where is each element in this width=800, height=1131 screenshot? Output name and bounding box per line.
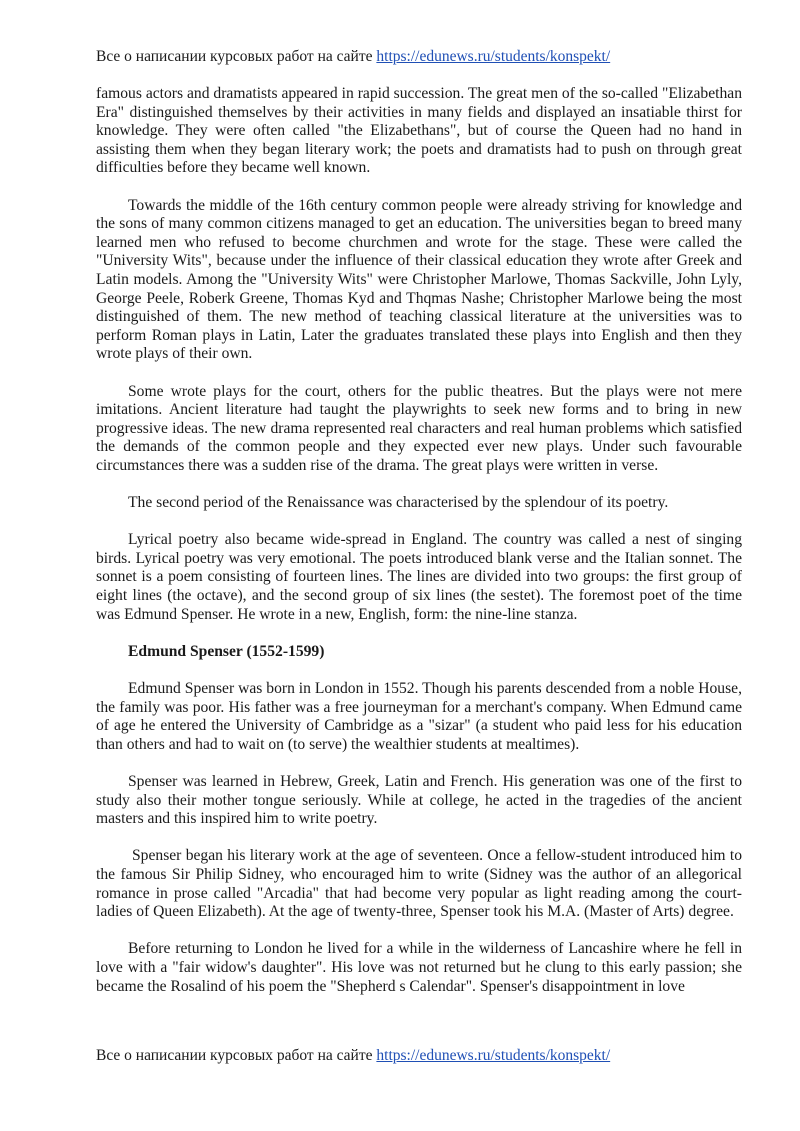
header-prefix: Все о написании курсовых работ на сайте bbox=[96, 48, 377, 65]
page-footer bbox=[96, 1047, 610, 1065]
paragraph-9: Before returning to London he lived for a while in the wilderness of Lancashire where he fell in love with a "fair widow's daughter". His love was not returned but he clung to this early passion; she became the Rosalind of his poem the "Shepherd s Calendar". Spenser's disappointment in love bbox=[96, 940, 742, 995]
page-header bbox=[96, 48, 610, 66]
footer-link[interactable]: https://edunews.ru/students/konspekt/ bbox=[376, 1047, 611, 1064]
paragraph-5: Lyrical poetry also became wide-spread in England. The country was called a nest of singing birds. Lyrical poetry was very emotional. The poets introduced blank verse and the Italian sonnet. The sonnet is a poem consisting of fourteen lines. The lines are divided into two groups: the first group of eight lines (the octave), and the second group of six lines (the sestet). The foremost poet of the time was Edmund Spenser. He wrote in a new, English, form: the nine-line stanza. bbox=[96, 531, 742, 623]
paragraph-3: Some wrote plays for the court, others for the public theatres. But the plays were not mere imitations. Ancient literature had taught the playwrights to seek new forms and to bring in new progressive ideas. The new drama represented real characters and real human problems which satisfied the demands of the common people and they expected ever new plays. Under such favourable circumstances there was a sudden rise of the drama. The great plays were written in verse. bbox=[96, 382, 742, 474]
paragraph-4: The second period of the Renaissance was characterised by the splendour of its poetry. bbox=[128, 494, 669, 512]
footer-prefix: Все о написании курсовых работ на сайте bbox=[96, 1047, 377, 1064]
body-text bbox=[96, 85, 742, 1015]
paragraph-1: famous actors and dramatists appeared in rapid succession. The great men of the so-called "Elizabethan Era" distinguished themselves by their activities in many fields and displayed an insatiable thirst for knowledge. They were often called "the Elizabethans", but of course the Queen had no hand in assisting them when they began literary work; the poets and dramatists had to push on through great difficulties before they became well known. bbox=[96, 85, 742, 177]
paragraph-6: Edmund Spenser was born in London in 1552. Though his parents descended from a noble House, the family was poor. His father was a free journeyman for a merchant's company. When Edmund came of age he entered the University of Cambridge as a "sizar" (a student who paid less for his education than others and had to wait on (to serve) the wealthier students at mealtimes). bbox=[96, 680, 742, 753]
paragraph-2: Towards the middle of the 16th century common people were already striving for knowledge and the sons of many common citizens managed to get an education. The universities began to breed many learned men who refused to become churchmen and wrote for the stage. These were called the "University Wits", because under the influence of their classical education they wrote after Greek and Latin models. Among the "University Wits" were Christopher Marlowe, Thomas Sackville, John Lyly, George Peele, Roberk Greene, Thomas Kyd and Thqmas Nashe; Christopher Marlowe being the most distinguished of them. The new method of teaching classical literature at the universities was to perform Roman plays in Latin, Later the graduates translated these plays into English and then they wrote plays of their own. bbox=[96, 196, 742, 363]
header-link[interactable]: https://edunews.ru/students/konspekt/ bbox=[376, 48, 611, 65]
section-heading: Edmund Spenser (1552-1599) bbox=[128, 642, 325, 660]
paragraph-8: Spenser began his literary work at the age of seventeen. Once a fellow-student introduced him to the famous Sir Philip Sidney, who encouraged him to write (Sidney was the author of an allegorical romance in prose called "Arcadia" that had become very popular as light reading among the court-ladies of Queen Elizabeth). At the age of twenty-three, Spenser took his M.A. (Master of Arts) degree. bbox=[96, 847, 742, 921]
paragraph-7: Spenser was learned in Hebrew, Greek, Latin and French. His generation was one of the first to study also their mother tongue seriously. While at college, he acted in the tragedies of the ancient masters and this inspired him to write poetry. bbox=[96, 772, 742, 828]
